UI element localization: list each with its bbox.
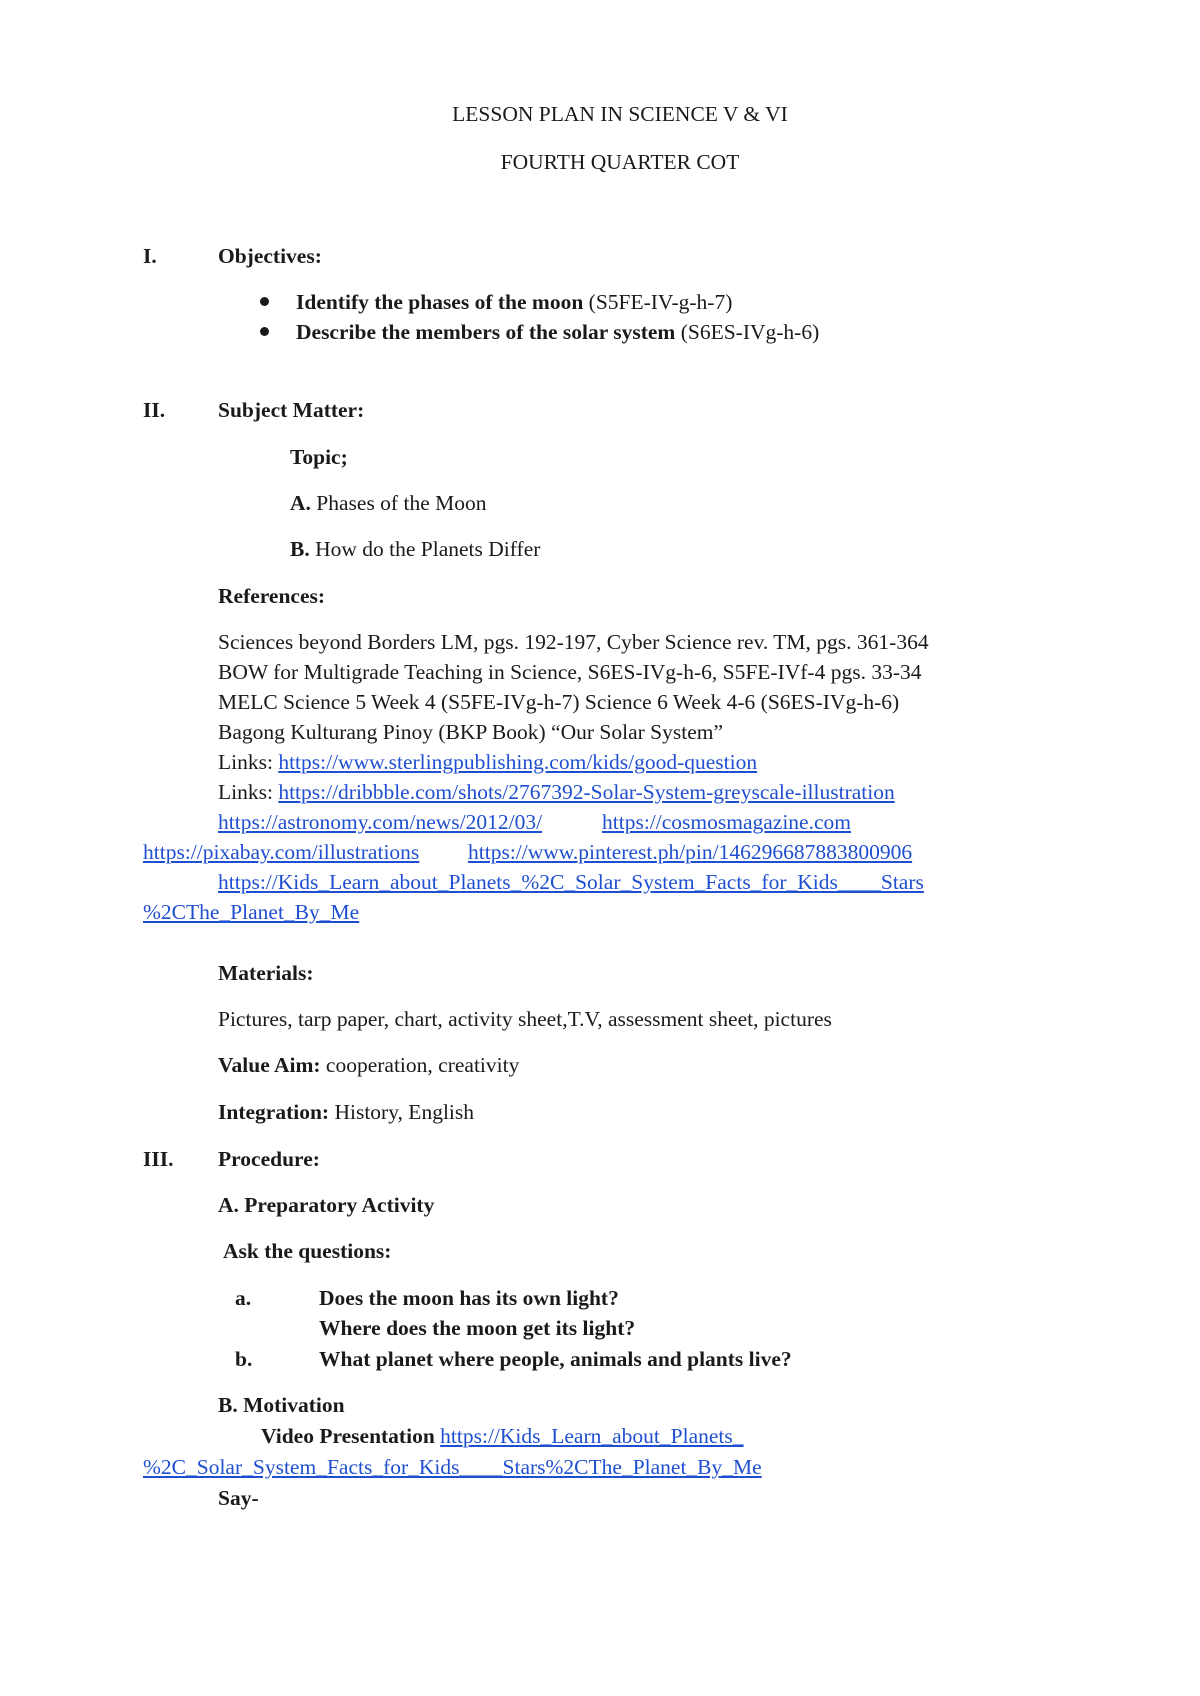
reference-link[interactable]: https://Kids_Learn_about_Planets_%2C_Solar_System_Facts_for_Kids____Stars	[218, 870, 924, 894]
question-text: What planet where people, animals and plants live?	[319, 1347, 792, 1371]
links-label: Links:	[218, 750, 279, 774]
bullet-icon	[260, 297, 269, 306]
objective-item	[296, 320, 819, 345]
document-subtitle: FOURTH QUARTER COT	[500, 150, 740, 174]
materials-label: Materials:	[218, 961, 314, 985]
reference-link[interactable]: https://pixabay.com/illustrations	[143, 840, 420, 864]
video-presentation-label: Video Presentation	[261, 1424, 441, 1448]
links-line	[468, 840, 912, 865]
reference-link[interactable]: %2CThe_Planet_By_Me	[143, 900, 360, 924]
say-label: Say-	[218, 1486, 259, 1510]
objectives-heading: Objectives:	[218, 244, 322, 268]
integration-text: History, English	[329, 1100, 475, 1124]
objective-text: Describe the members of the solar system	[296, 320, 676, 344]
reference-line: Sciences beyond Borders LM, pgs. 192-197, Cyber Science rev. TM, pgs. 361-364	[218, 630, 929, 654]
section-number-subject: II.	[143, 398, 166, 422]
value-aim-label: Value Aim:	[218, 1053, 321, 1077]
links-line	[143, 840, 419, 865]
topic-letter: A.	[290, 491, 311, 515]
video-presentation-line	[261, 1424, 744, 1449]
topic-label: Topic;	[290, 445, 348, 469]
reference-link[interactable]: https://www.pinterest.ph/pin/146296687883800906	[468, 840, 913, 864]
links-label: Links:	[218, 780, 279, 804]
objective-code: (S6ES-IVg-h-6)	[680, 320, 820, 344]
section-number-objectives: I.	[143, 244, 157, 268]
video-link-continuation	[143, 1455, 762, 1480]
value-aim-line	[218, 1053, 519, 1078]
links-line	[218, 750, 757, 775]
references-label: References:	[218, 584, 326, 608]
materials-text: Pictures, tarp paper, chart, activity sheet,T.V, assessment sheet, pictures	[218, 1007, 832, 1031]
document-title: LESSON PLAN IN SCIENCE V & VI	[452, 102, 788, 126]
procedure-heading: Procedure:	[218, 1147, 320, 1171]
objective-item	[296, 290, 732, 315]
links-line	[143, 900, 359, 925]
links-line	[218, 870, 924, 895]
reference-line: BOW for Multigrade Teaching in Science, S6ES-IVg-h-6, S5FE-IVf-4 pgs. 33-34	[218, 660, 922, 684]
topic-text: How do the Planets Differ	[315, 537, 541, 561]
question-text: Does the moon has its own light?	[319, 1286, 619, 1310]
topic-letter: B.	[290, 537, 310, 561]
reference-link[interactable]: https://cosmosmagazine.com	[602, 810, 851, 834]
links-line	[218, 780, 895, 805]
integration-line	[218, 1100, 474, 1125]
topic-item	[290, 537, 540, 562]
ask-questions-label: Ask the questions:	[223, 1239, 392, 1263]
links-line	[218, 810, 542, 835]
bullet-icon	[260, 327, 269, 336]
question-text: Where does the moon get its light?	[319, 1316, 636, 1340]
reference-line: Bagong Kulturang Pinoy (BKP Book) “Our Solar System”	[218, 720, 724, 744]
question-letter: b.	[235, 1347, 253, 1371]
topic-text: Phases of the Moon	[316, 491, 487, 515]
question-letter: a.	[235, 1286, 252, 1310]
links-line	[602, 810, 851, 835]
objective-text: Identify the phases of the moon	[296, 290, 584, 314]
value-aim-text: cooperation, creativity	[320, 1053, 520, 1077]
section-number-procedure: III.	[143, 1147, 174, 1171]
reference-link[interactable]: https://dribbble.com/shots/2767392-Solar-System-greyscale-illustration	[278, 780, 895, 804]
reference-link[interactable]: https://www.sterlingpublishing.com/kids/good-question	[278, 750, 758, 774]
reference-line: MELC Science 5 Week 4 (S5FE-IVg-h-7) Science 6 Week 4-6 (S6ES-IVg-h-6)	[218, 690, 900, 714]
preparatory-activity-heading: A. Preparatory Activity	[218, 1193, 435, 1217]
integration-label: Integration:	[218, 1100, 330, 1124]
video-link[interactable]: %2C_Solar_System_Facts_for_Kids____Stars%2CThe_Planet_By_Me	[143, 1455, 762, 1479]
objective-code: (S5FE-IV-g-h-7)	[588, 290, 733, 314]
reference-link[interactable]: https://astronomy.com/news/2012/03/	[218, 810, 543, 834]
topic-item	[290, 491, 486, 516]
video-link[interactable]: https://Kids_Learn_about_Planets_	[440, 1424, 744, 1448]
subject-matter-heading: Subject Matter:	[218, 398, 365, 422]
motivation-heading: B. Motivation	[218, 1393, 345, 1417]
